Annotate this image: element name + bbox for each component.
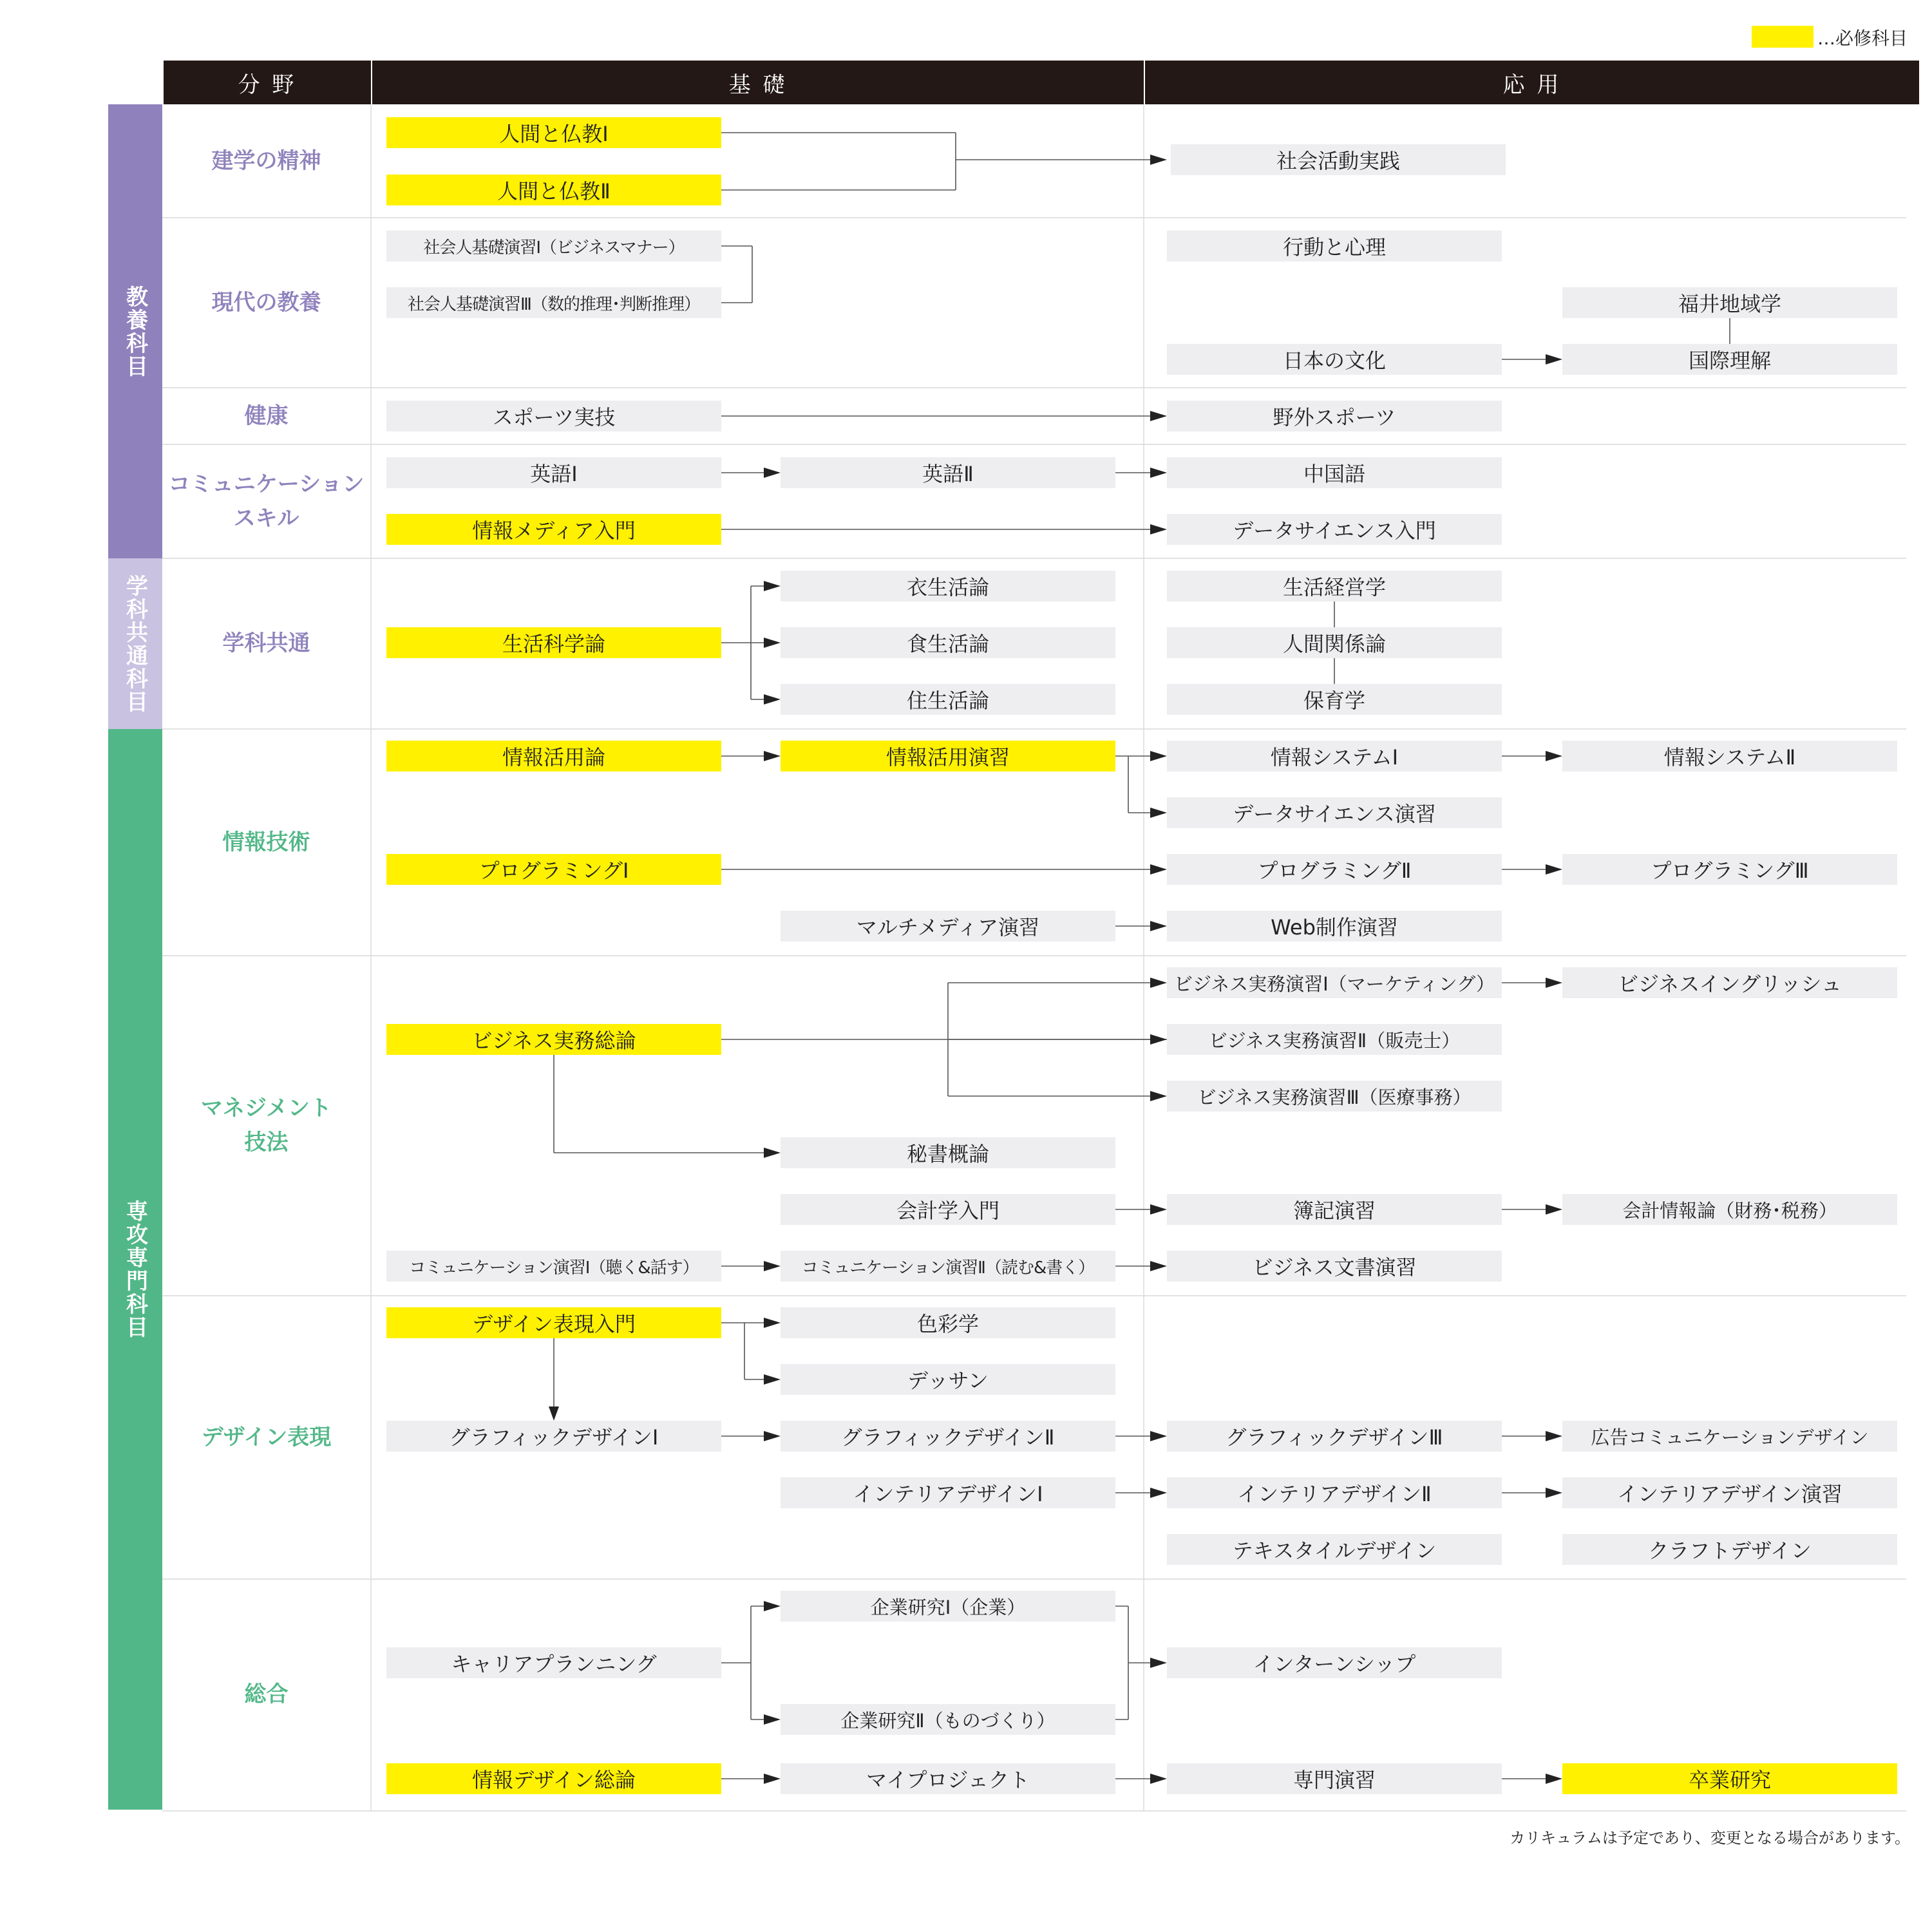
course-interior-enshu: インテリアデザイン演習 — [1562, 1477, 1897, 1508]
course-hoiku: 保育学 — [1167, 684, 1502, 715]
field-gendai-kyoyo: 現代の教養 — [211, 289, 321, 316]
field-management: マネジメント 技法 — [201, 1095, 332, 1155]
course-interior-1: インテリアデザインⅠ — [781, 1477, 1115, 1508]
arrow-head — [1546, 1488, 1562, 1498]
course-joho-system-1: 情報システムⅠ — [1167, 741, 1502, 772]
arrow-head — [764, 1774, 781, 1784]
header-field: 分 野 — [164, 61, 371, 104]
course-nihon-bunka: 日本の文化 — [1167, 344, 1502, 375]
arrow-head — [1150, 751, 1167, 761]
course-juseikatsu: 住生活論 — [781, 684, 1115, 715]
course-ds-enshu: データサイエンス演習 — [1167, 797, 1502, 828]
course-fukui-chiiki: 福井地域学 — [1562, 287, 1897, 318]
arrow-head — [764, 1148, 781, 1158]
arrow-head — [1150, 1204, 1167, 1215]
course-web: Web制作演習 — [1167, 911, 1502, 942]
field-kenko: 健康 — [244, 402, 289, 429]
field-communication-skill: コミュニケーション スキル — [168, 471, 365, 531]
course-shikisai: 色彩学 — [781, 1307, 1115, 1338]
arrow-head — [1546, 1204, 1562, 1215]
arrow-head — [764, 638, 781, 648]
arrow-head — [1150, 468, 1167, 478]
course-shokuseikatsu: 食生活論 — [781, 627, 1115, 658]
field-design: デザイン表現 — [201, 1424, 332, 1450]
arrow-head — [764, 694, 781, 705]
course-business-soron: ビジネス実務総論 — [386, 1024, 721, 1055]
disclaimer-note: カリキュラムは予定であり、変更となる場合があります。 — [1510, 1829, 1910, 1847]
arrow-head — [764, 1318, 781, 1328]
arrow-head — [1150, 978, 1167, 988]
course-shakaijin-1: 社会人基礎演習Ⅰ（ビジネスマナー） — [386, 231, 721, 261]
arrow-head — [764, 1374, 781, 1385]
header-basic: 基 礎 — [372, 61, 1144, 104]
course-programming-1: プログラミングⅠ — [386, 854, 721, 885]
course-business-jitsumu-1: ビジネス実務演習Ⅰ（マーケティング） — [1167, 967, 1502, 998]
course-internship: インターンシップ — [1167, 1647, 1502, 1678]
arrow-head — [1150, 808, 1167, 818]
course-comm-enshu-2: コミュニケーション演習Ⅱ（読む&書く） — [781, 1251, 1115, 1282]
course-ds-nyumon: データサイエンス入門 — [1167, 514, 1502, 545]
course-ningen-kankei: 人間関係論 — [1167, 627, 1502, 658]
arrow-head — [1546, 978, 1562, 988]
arrow-head — [1150, 524, 1167, 535]
legend-required-swatch — [1752, 26, 1814, 48]
course-yagai-sports: 野外スポーツ — [1167, 401, 1502, 431]
arrow-head — [1150, 411, 1167, 421]
course-seikatsu-keiei: 生活経営学 — [1167, 571, 1502, 601]
course-joho-design-soron: 情報デザイン総論 — [386, 1763, 721, 1794]
legend-required-label: …必修科目 — [1817, 28, 1908, 49]
field-sogo: 総合 — [244, 1681, 289, 1707]
course-sports: スポーツ実技 — [386, 401, 721, 431]
course-ningen-bukkyo-2: 人間と仏教Ⅱ — [386, 175, 721, 205]
course-shakaijin-3: 社会人基礎演習Ⅲ（数的推理･判断推理） — [386, 287, 721, 318]
course-business-bunsho: ビジネス文書演習 — [1167, 1251, 1502, 1282]
course-ningen-bukkyo-1: 人間と仏教Ⅰ — [386, 117, 721, 148]
header-applied: 応 用 — [1145, 61, 1919, 104]
arrow-head — [1150, 1431, 1167, 1441]
course-joho-katsuyo: 情報活用論 — [386, 741, 721, 772]
course-business-english: ビジネスイングリッシュ — [1562, 967, 1897, 998]
arrow-head — [1150, 1658, 1167, 1668]
course-kokoku-design: 広告コミュニケーションデザイン — [1562, 1421, 1897, 1452]
field-joho-gijutsu: 情報技術 — [222, 829, 310, 855]
course-graphic-1: グラフィックデザインⅠ — [386, 1421, 721, 1452]
course-senmon-enshu: 専門演習 — [1167, 1763, 1502, 1794]
course-my-project: マイプロジェクト — [781, 1763, 1115, 1794]
arrow-head — [764, 468, 781, 478]
course-graphic-3: グラフィックデザインⅢ — [1167, 1421, 1502, 1452]
course-comm-enshu-1: コミュニケーション演習Ⅰ（聴く&話す） — [386, 1251, 721, 1282]
course-kigyo-kenkyu-2: 企業研究Ⅱ（ものづくり） — [781, 1704, 1115, 1735]
course-kokusai-rikai: 国際理解 — [1562, 344, 1897, 375]
arrow-head — [1150, 921, 1167, 931]
course-business-jitsumu-2: ビジネス実務演習Ⅱ（販売士） — [1167, 1024, 1502, 1055]
course-boki: 簿記演習 — [1167, 1194, 1502, 1225]
course-programming-3: プログラミングⅢ — [1562, 854, 1897, 885]
course-dessan: デッサン — [781, 1364, 1115, 1395]
course-graphic-2: グラフィックデザインⅡ — [781, 1421, 1115, 1452]
arrow-head — [1150, 1034, 1167, 1045]
category-senko: 専攻専門科目 — [108, 729, 162, 1810]
course-shakai-katsudo: 社会活動実践 — [1171, 144, 1506, 175]
course-kaikei-nyumon: 会計学入門 — [781, 1194, 1115, 1225]
course-multimedia: マルチメディア演習 — [781, 911, 1115, 942]
course-joho-media: 情報メディア入門 — [386, 514, 721, 545]
field-kengaku: 建学の精神 — [211, 147, 321, 174]
course-sotsugyo-kenkyu: 卒業研究 — [1562, 1763, 1897, 1794]
course-iseikatsu: 衣生活論 — [781, 571, 1115, 601]
course-textile: テキスタイルデザイン — [1167, 1534, 1502, 1565]
course-kaikei-joho: 会計情報論（財務･税務） — [1562, 1194, 1897, 1225]
category-gakka-kyotsu: 学科共通科目 — [108, 558, 162, 729]
arrow-head — [1150, 1091, 1167, 1101]
course-design-nyumon: デザイン表現入門 — [386, 1307, 721, 1338]
arrow-head — [1150, 1774, 1167, 1784]
course-programming-2: プログラミングⅡ — [1167, 854, 1502, 885]
course-eigo-1: 英語Ⅰ — [386, 457, 721, 488]
course-craft: クラフトデザイン — [1562, 1534, 1897, 1565]
category-kyoyo: 教養科目 — [108, 104, 162, 558]
arrow-head — [1150, 1488, 1167, 1498]
course-business-jitsumu-3: ビジネス実務演習Ⅲ（医療事務） — [1167, 1081, 1502, 1112]
arrow-head — [1546, 864, 1562, 875]
arrow-head — [1150, 1261, 1167, 1271]
course-hisho: 秘書概論 — [781, 1137, 1115, 1168]
arrow-head — [764, 1431, 781, 1441]
arrow-head — [549, 1406, 559, 1421]
course-joho-katsuyo-enshu: 情報活用演習 — [781, 741, 1115, 772]
arrow-head — [764, 1714, 781, 1725]
arrow-head — [764, 1601, 781, 1611]
course-interior-2: インテリアデザインⅡ — [1167, 1477, 1502, 1508]
course-kigyo-kenkyu-1: 企業研究Ⅰ（企業） — [781, 1591, 1115, 1622]
arrow-head — [1546, 354, 1562, 365]
arrow-head — [1150, 864, 1167, 875]
course-joho-system-2: 情報システムⅡ — [1562, 741, 1897, 772]
course-kodo-shinri: 行動と心理 — [1167, 231, 1502, 261]
arrow-head — [1546, 751, 1562, 761]
field-gakka-kyotsu: 学科共通 — [222, 630, 310, 657]
course-seikatsu-kagaku: 生活科学論 — [386, 627, 721, 658]
arrow-head — [1546, 1431, 1562, 1441]
arrow-head — [764, 1261, 781, 1271]
course-eigo-2: 英語Ⅱ — [781, 457, 1115, 488]
arrow-head — [764, 751, 781, 761]
arrow-head — [1150, 155, 1167, 165]
course-chugokugo: 中国語 — [1167, 457, 1502, 488]
arrow-head — [764, 581, 781, 591]
arrow-head — [1546, 1774, 1562, 1784]
course-career: キャリアプランニング — [386, 1647, 721, 1678]
